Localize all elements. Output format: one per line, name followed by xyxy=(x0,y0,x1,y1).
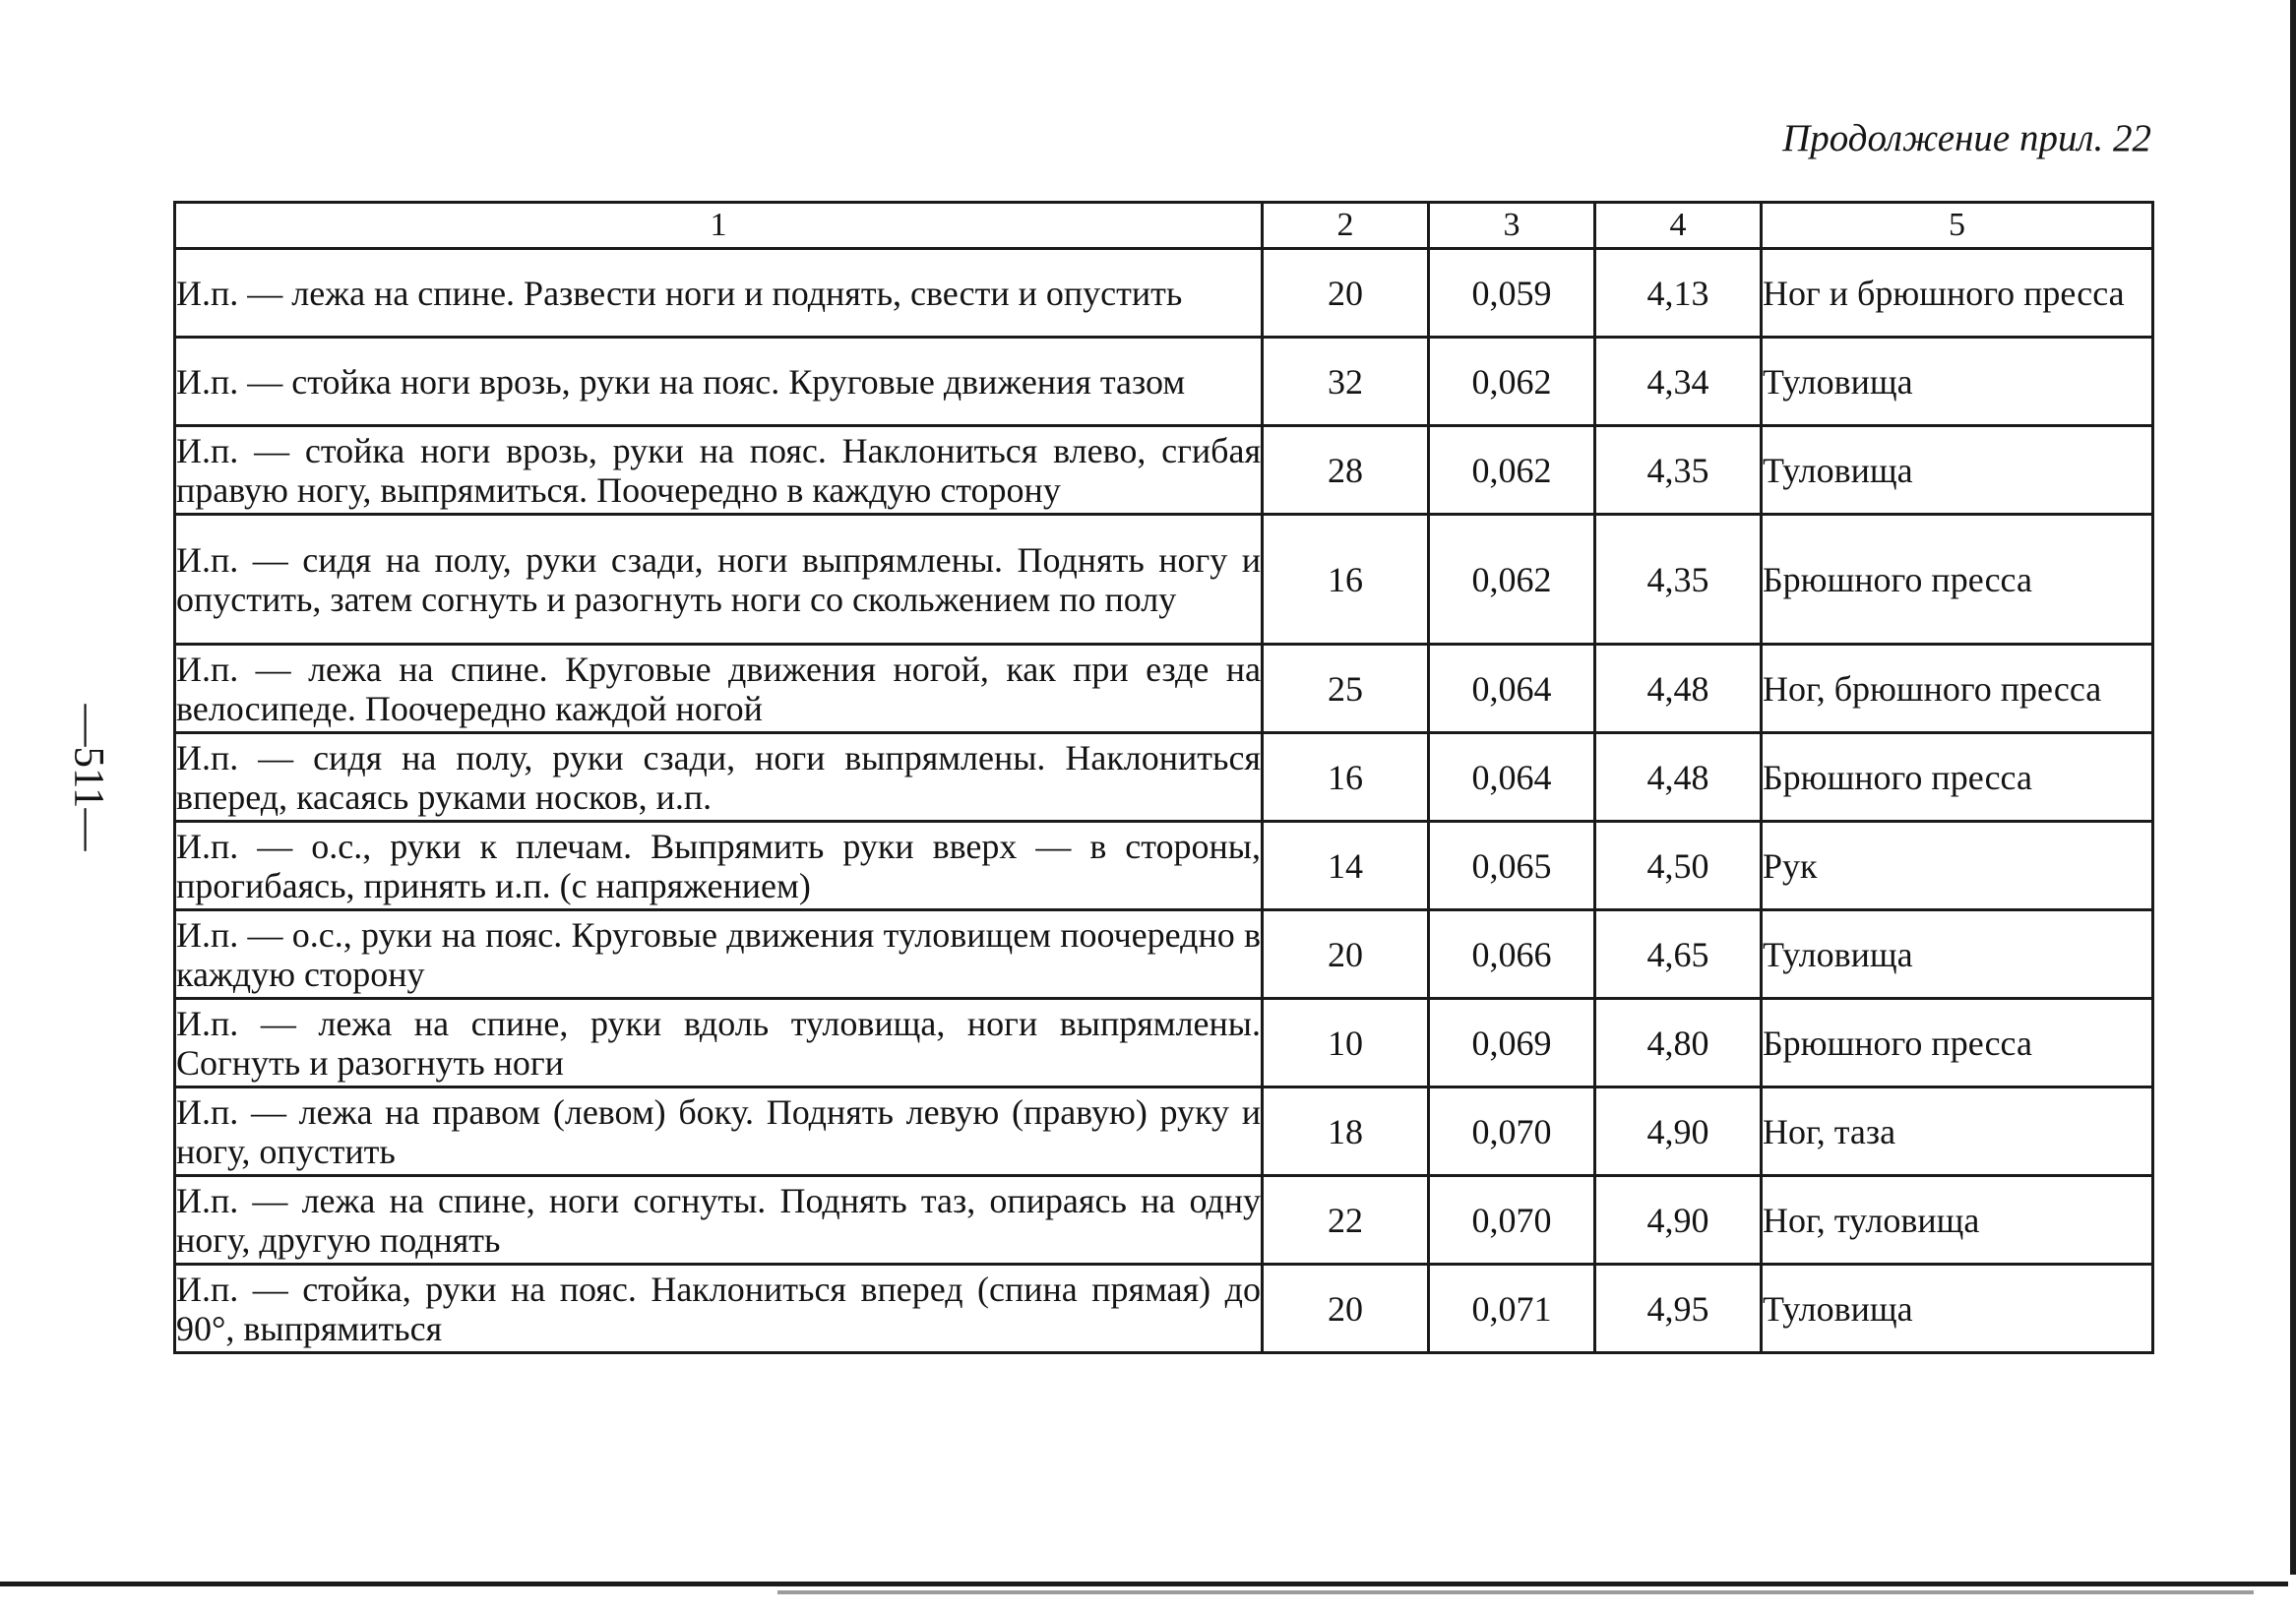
exercise-description: И.п. — лежа на спине, руки вдоль туловища, ноги выпрямлены. Согнуть и разогнуть ноги xyxy=(175,999,1263,1087)
column-header: 1 xyxy=(175,203,1263,249)
column-header: 4 xyxy=(1595,203,1762,249)
cell-col-4: 4,95 xyxy=(1595,1265,1762,1353)
muscle-group: Брюшного пресса xyxy=(1762,733,2153,822)
muscle-group: Ног, таза xyxy=(1762,1087,2153,1176)
cell-col-4: 4,48 xyxy=(1595,733,1762,822)
cell-col-4: 4,90 xyxy=(1595,1087,1762,1176)
cell-col-4: 4,48 xyxy=(1595,645,1762,733)
exercise-description: И.п. — лежа на правом (левом) боку. Поднять левую (правую) руку и ногу, опустить xyxy=(175,1087,1263,1176)
exercise-description: И.п. — стойка ноги врозь, руки на пояс. Наклониться влево, сгибая правую ногу, выпрямиться. Поочередно в каждую сторону xyxy=(175,426,1263,515)
table-row xyxy=(175,1087,2153,1176)
cell-col-2: 22 xyxy=(1263,1176,1429,1265)
cell-col-4: 4,80 xyxy=(1595,999,1762,1087)
cell-col-3: 0,062 xyxy=(1429,338,1595,426)
table-row xyxy=(175,515,2153,645)
cell-col-2: 32 xyxy=(1263,338,1429,426)
exercise-table xyxy=(173,201,2154,1354)
page-edge xyxy=(2290,0,2296,1575)
exercise-description: И.п. — стойка ноги врозь, руки на пояс. Круговые движения тазом xyxy=(175,338,1263,426)
cell-col-2: 16 xyxy=(1263,515,1429,645)
muscle-group: Рук xyxy=(1762,822,2153,910)
muscle-group: Туловища xyxy=(1762,338,2153,426)
table-header-row xyxy=(175,203,2153,249)
cell-col-3: 0,071 xyxy=(1429,1265,1595,1353)
exercise-description: И.п. — лежа на спине, ноги согнуты. Поднять таз, опираясь на одну ногу, другую поднять xyxy=(175,1176,1263,1265)
table-row xyxy=(175,910,2153,999)
cell-col-3: 0,064 xyxy=(1429,645,1595,733)
cell-col-3: 0,059 xyxy=(1429,249,1595,338)
cell-col-4: 4,50 xyxy=(1595,822,1762,910)
muscle-group: Ног и брюшного пресса xyxy=(1762,249,2153,338)
cell-col-3: 0,070 xyxy=(1429,1087,1595,1176)
column-header: 3 xyxy=(1429,203,1595,249)
bottom-rule-shadow xyxy=(777,1590,2254,1594)
exercise-description: И.п. — лежа на спине. Развести ноги и поднять, свести и опустить xyxy=(175,249,1263,338)
muscle-group: Ног, туловища xyxy=(1762,1176,2153,1265)
cell-col-2: 20 xyxy=(1263,910,1429,999)
exercise-description: И.п. — лежа на спине. Круговые движения ногой, как при езде на велосипеде. Поочередно каждой ногой xyxy=(175,645,1263,733)
table-row xyxy=(175,645,2153,733)
column-header: 2 xyxy=(1263,203,1429,249)
exercise-description: И.п. — стойка, руки на пояс. Наклониться вперед (спина прямая) до 90°, выпрямиться xyxy=(175,1265,1263,1353)
cell-col-4: 4,35 xyxy=(1595,515,1762,645)
cell-col-4: 4,65 xyxy=(1595,910,1762,999)
cell-col-4: 4,35 xyxy=(1595,426,1762,515)
muscle-group: Брюшного пресса xyxy=(1762,515,2153,645)
bottom-rule xyxy=(0,1582,2288,1586)
cell-col-3: 0,062 xyxy=(1429,426,1595,515)
cell-col-3: 0,064 xyxy=(1429,733,1595,822)
cell-col-2: 10 xyxy=(1263,999,1429,1087)
table-row xyxy=(175,733,2153,822)
table-row xyxy=(175,426,2153,515)
table-row xyxy=(175,338,2153,426)
table-row xyxy=(175,249,2153,338)
cell-col-2: 14 xyxy=(1263,822,1429,910)
cell-col-2: 18 xyxy=(1263,1087,1429,1176)
column-header: 5 xyxy=(1762,203,2153,249)
cell-col-4: 4,13 xyxy=(1595,249,1762,338)
table-row xyxy=(175,822,2153,910)
cell-col-3: 0,065 xyxy=(1429,822,1595,910)
exercise-description: И.п. — о.с., руки на пояс. Круговые движения туловищем поочередно в каждую сторону xyxy=(175,910,1263,999)
page-number: —511— xyxy=(65,704,112,851)
cell-col-3: 0,062 xyxy=(1429,515,1595,645)
table-row xyxy=(175,999,2153,1087)
cell-col-4: 4,90 xyxy=(1595,1176,1762,1265)
cell-col-2: 20 xyxy=(1263,1265,1429,1353)
cell-col-2: 28 xyxy=(1263,426,1429,515)
exercise-description: И.п. — сидя на полу, руки сзади, ноги выпрямлены. Наклониться вперед, касаясь руками носков, и.п. xyxy=(175,733,1263,822)
exercise-description: И.п. — о.с., руки к плечам. Выпрямить руки вверх — в стороны, прогибаясь, принять и.п. (с напряжением) xyxy=(175,822,1263,910)
page-caption: Продолжение прил. 22 xyxy=(1782,117,2151,159)
cell-col-2: 16 xyxy=(1263,733,1429,822)
cell-col-3: 0,070 xyxy=(1429,1176,1595,1265)
table-row xyxy=(175,1265,2153,1353)
cell-col-4: 4,34 xyxy=(1595,338,1762,426)
muscle-group: Туловища xyxy=(1762,426,2153,515)
exercise-description: И.п. — сидя на полу, руки сзади, ноги выпрямлены. Поднять ногу и опустить, затем согнуть и разогнуть ноги со скольжением по полу xyxy=(175,515,1263,645)
cell-col-2: 20 xyxy=(1263,249,1429,338)
cell-col-3: 0,066 xyxy=(1429,910,1595,999)
muscle-group: Туловища xyxy=(1762,1265,2153,1353)
muscle-group: Ног, брюшного пресса xyxy=(1762,645,2153,733)
cell-col-2: 25 xyxy=(1263,645,1429,733)
muscle-group: Брюшного пресса xyxy=(1762,999,2153,1087)
table-row xyxy=(175,1176,2153,1265)
muscle-group: Туловища xyxy=(1762,910,2153,999)
cell-col-3: 0,069 xyxy=(1429,999,1595,1087)
